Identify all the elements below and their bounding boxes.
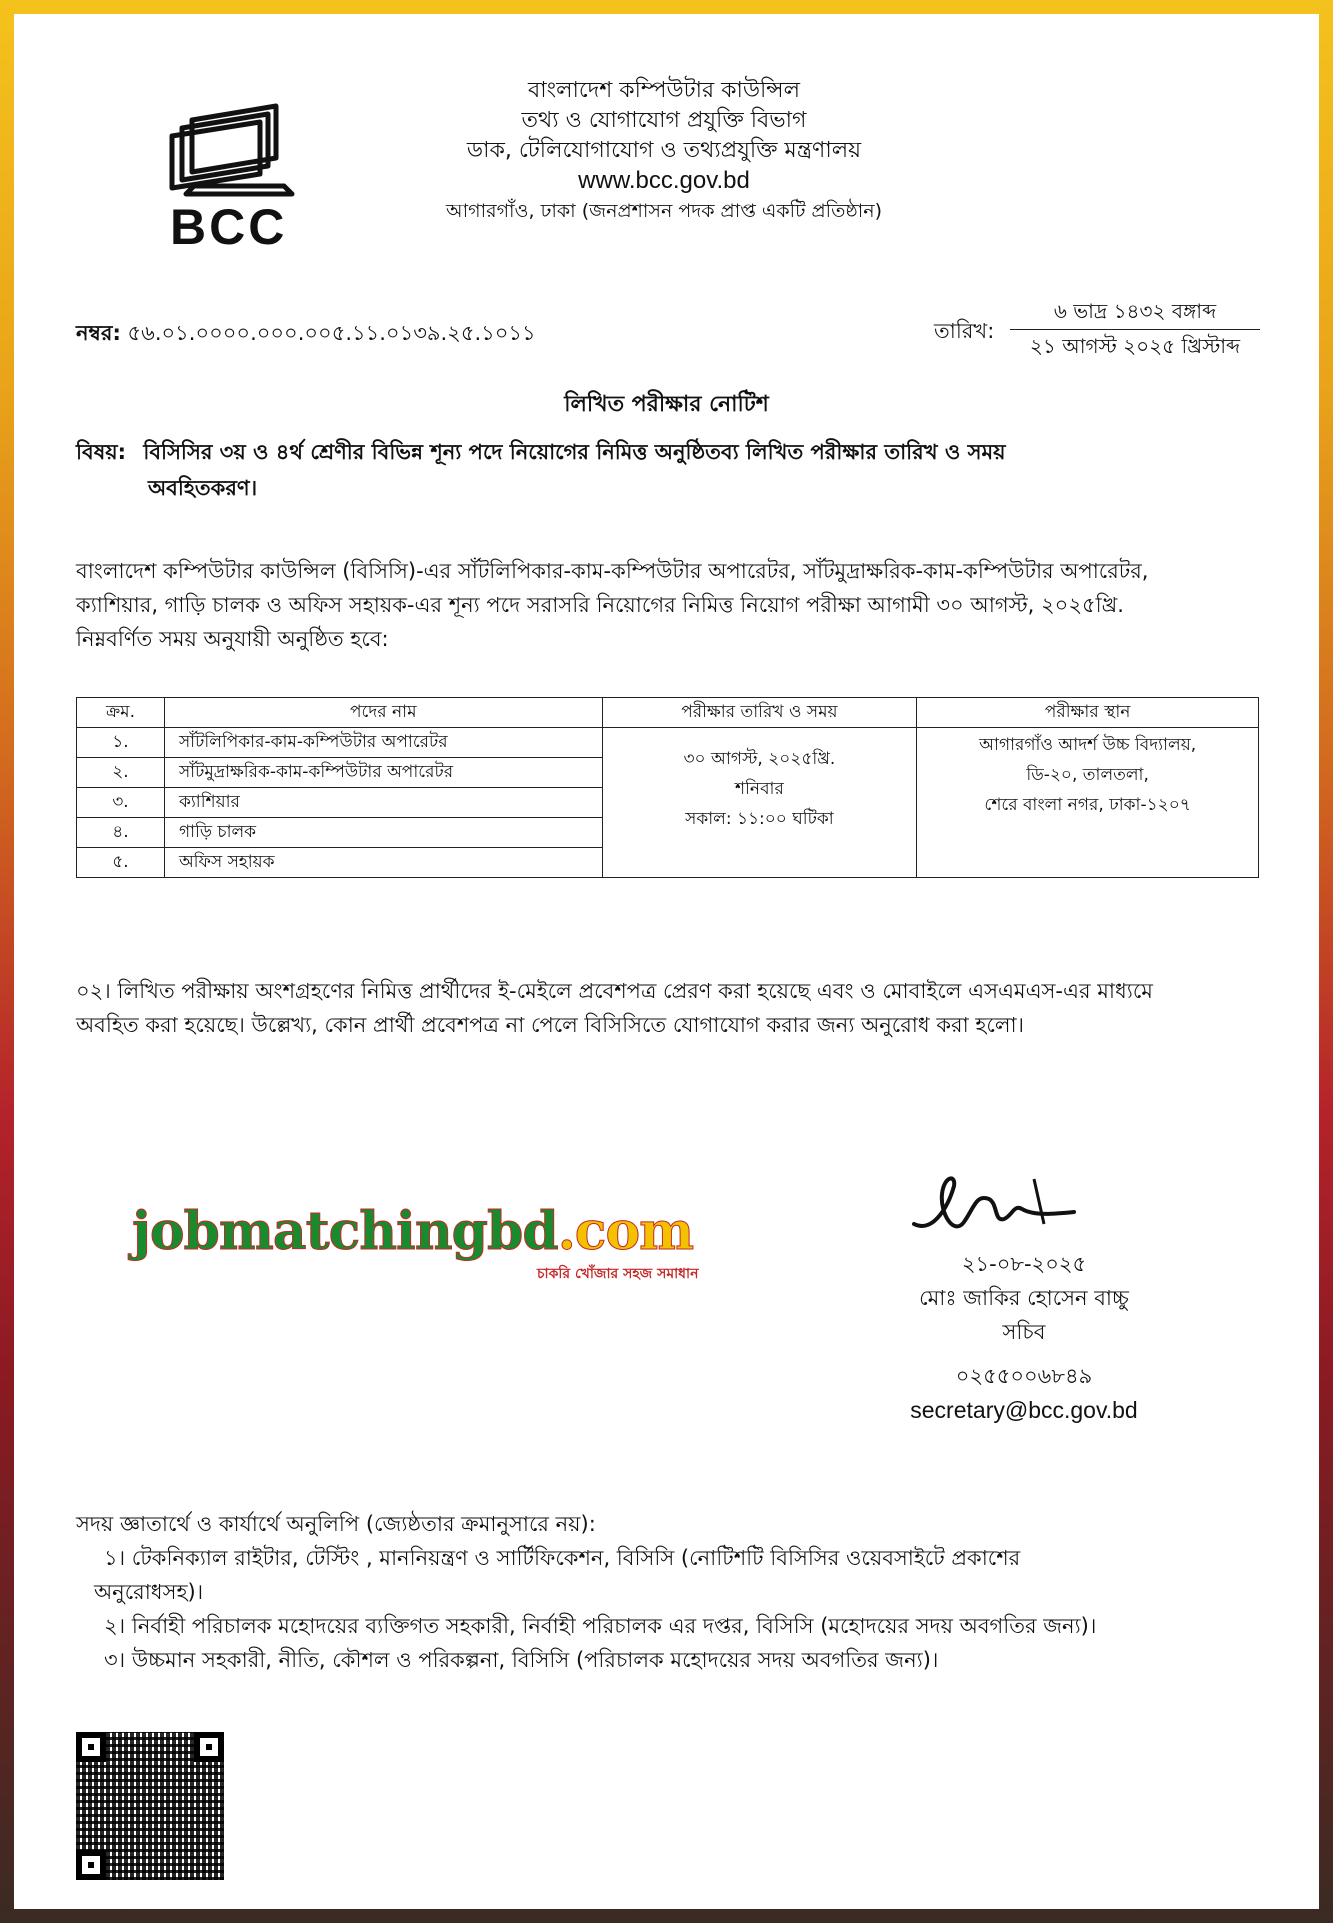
division-name: তথ্য ও যোগাযোগ প্রযুক্তি বিভাগ [521, 108, 807, 133]
row-serial: ৩. [77, 788, 165, 818]
logo-text: BCC [170, 199, 288, 255]
letterhead [364, 76, 964, 226]
row-post: সাঁটমুদ্রাক্ষরিক-কাম-কম্পিউটার অপারেটর [164, 758, 602, 788]
exam-time: সকাল: ১১:০০ ঘটিকা [685, 809, 834, 829]
header-venue: পরীক্ষার স্থান [917, 698, 1259, 728]
row-serial: ৫. [77, 848, 165, 878]
ref-number: ৫৬.০১.০০০০.০০০.০০৫.১১.০১৩৯.২৫.১০১১ [127, 321, 536, 345]
paragraph-2 [76, 974, 1266, 1042]
copy-item-3: ৩। উচ্চমান সহকারী, নীতি, কৌশল ও পরিকল্পনা, বিসিসি (পরিচালক মহোদয়ের সদয় অবগতির জন্য)। [104, 1648, 939, 1672]
ministry-name: ডাক, টেলিযোগাযোগ ও তথ্যপ্রযুক্তি মন্ত্রণালয় [466, 138, 862, 163]
venue-line-3: শেরে বাংলা নগর, ঢাকা-১২০৭ [984, 795, 1191, 815]
signature-details [874, 1247, 1174, 1427]
copies-section [76, 1507, 1276, 1677]
row-serial: ৪. [77, 818, 165, 848]
signatory-designation: সচিব [1002, 1320, 1046, 1344]
watermark-tagline: চাকরি খোঁজার সহজ সমাধান [537, 1266, 699, 1282]
notice-page [14, 14, 1319, 1909]
copies-heading: সদয় জ্ঞাতার্থে ও কার্যার্থে অনুলিপি (জ্যেষ্ঠতার ক্রমানুসারে নয়): [76, 1512, 596, 1536]
exam-venue-cell [917, 728, 1259, 878]
monitor-logo-icon [164, 98, 314, 198]
copy-item-1-line-1: ১। টেকনিক্যাল রাইটার, টেস্টিং , মাননিয়ন্ত্রণ ও সার্টিফিকেশন, বিসিসি (নোটিশটি বিসিসির ওয়েবসাইটে প্রকাশের [104, 1546, 1021, 1570]
exam-day: শনিবার [735, 779, 784, 799]
signature-date: ২১-০৮-২০২৫ [961, 1252, 1087, 1276]
exam-date-cell [602, 728, 917, 878]
row-post: গাড়ি চালক [164, 818, 602, 848]
bcc-logo [164, 98, 314, 255]
subject [76, 434, 1266, 506]
exam-schedule-table [76, 697, 1259, 878]
header-date-time: পরীক্ষার তারিখ ও সময় [602, 698, 917, 728]
row-post: সাঁটলিপিকার-কাম-কম্পিউটার অপারেটর [164, 728, 602, 758]
copy-item-2: ২। নির্বাহী পরিচালক মহোদয়ের ব্যক্তিগত সহকারী, নির্বাহী পরিচালক এর দপ্তর, বিসিসি (মহোদয়ের সদয় অবগতির জন্য)। [104, 1614, 1097, 1638]
date-label: তারিখ: [934, 319, 995, 343]
signature-icon [894, 1164, 1134, 1254]
watermark-logo [132, 1201, 732, 1262]
copy-item-1-line-2: অনুরোধসহ)। [94, 1580, 204, 1604]
row-serial: ১. [77, 728, 165, 758]
signatory-email[interactable]: secretary@bcc.gov.bd [910, 1397, 1138, 1423]
date-bangla: ৬ ভাদ্র ১৪৩২ বঙ্গাব্দ [1010, 296, 1260, 330]
signatory-name: মোঃ জাকির হোসেন বাচ্চু [919, 1286, 1129, 1310]
watermark-name: jobmatchingbd [132, 1201, 558, 1262]
ref-number-label: নম্বর: [76, 321, 121, 345]
jobmatchingbd-watermark [132, 1201, 732, 1282]
table-row [77, 728, 1259, 758]
header-post: পদের নাম [164, 698, 602, 728]
venue-line-2: ডি-২০, তালতলা, [1026, 765, 1149, 785]
subject-label: বিষয়: [76, 440, 127, 464]
row-post: অফিস সহায়ক [164, 848, 602, 878]
org-name: বাংলাদেশ কম্পিউটার কাউন্সিল [528, 78, 800, 103]
table-header-row [77, 698, 1259, 728]
subject-line-1: বিসিসির ৩য় ও ৪র্থ শ্রেণীর বিভিন্ন শূন্য পদে নিয়োগের নিমিত্ত অনুষ্ঠিতব্য লিখিত পরীক্ষার তারিখ ও সময় [143, 440, 1006, 464]
date-block [1010, 296, 1260, 362]
qr-code [76, 1732, 224, 1880]
watermark-domain: .com [557, 1201, 694, 1262]
paragraph-1 [76, 554, 1266, 656]
para2-line-1: ০২। লিখিত পরীক্ষায় অংশগ্রহণের নিমিত্ত প্রার্থীদের ই-মেইলে প্রবেশপত্র প্রেরণ করা হয়েছে এবং ও মোবাইলে এসএমএস-এর মাধ্যমে [76, 979, 1153, 1003]
para2-line-2: অবহিত করা হয়েছে। উল্লেখ্য, কোন প্রার্থী প্রবেশপত্র না পেলে বিসিসিতে যোগাযোগ করার জন্য অনুরোধ করা হলো। [76, 1013, 1025, 1037]
address: আগারগাঁও, ঢাকা (জনপ্রশাসন পদক প্রাপ্ত একটি প্রতিষ্ঠান) [446, 200, 882, 222]
ref-number-line [76, 316, 536, 350]
para1-line-1: বাংলাদেশ কম্পিউটার কাউন্সিল (বিসিসি)-এর সাঁটলিপিকার-কাম-কম্পিউটার অপারেটর, সাঁটমুদ্রাক্ষরিক-কাম-কম্পিউটার অপারেটর, [76, 559, 1149, 583]
para1-line-3: নিম্নবর্ণিত সময় অনুযায়ী অনুষ্ঠিত হবে: [76, 627, 389, 651]
exam-date: ৩০ আগস্ট, ২০২৫খ্রি. [683, 749, 836, 769]
qr-finder-icon [76, 1850, 106, 1880]
venue-line-1: আগারগাঁও আদর্শ উচ্চ বিদ্যালয়, [979, 735, 1197, 755]
qr-finder-icon [194, 1732, 224, 1762]
copy-item-1 [76, 1541, 1276, 1609]
para1-line-2: ক্যাশিয়ার, গাড়ি চালক ও অফিস সহায়ক-এর শূন্য পদে সরাসরি নিয়োগের নিমিত্ত নিয়োগ পরীক্ষা আগামী ৩০ আগস্ট, ২০২৫খ্রি. [76, 593, 1124, 617]
date-english: ২১ আগস্ট ২০২৫ খ্রিস্টাব্দ [1029, 334, 1241, 358]
website-link[interactable]: www.bcc.gov.bd [578, 167, 750, 194]
signatory-phone: ০২৫৫০০৬৮৪৯ [955, 1364, 1093, 1388]
header-serial: ক্রম. [77, 698, 165, 728]
notice-title: লিখিত পরীক্ষার নোটিশ [564, 392, 769, 417]
handwritten-signature [894, 1164, 1134, 1254]
row-post: ক্যাশিয়ার [164, 788, 602, 818]
row-serial: ২. [77, 758, 165, 788]
qr-finder-icon [76, 1732, 106, 1762]
subject-line-2: অবহিতকরণ। [148, 476, 258, 500]
